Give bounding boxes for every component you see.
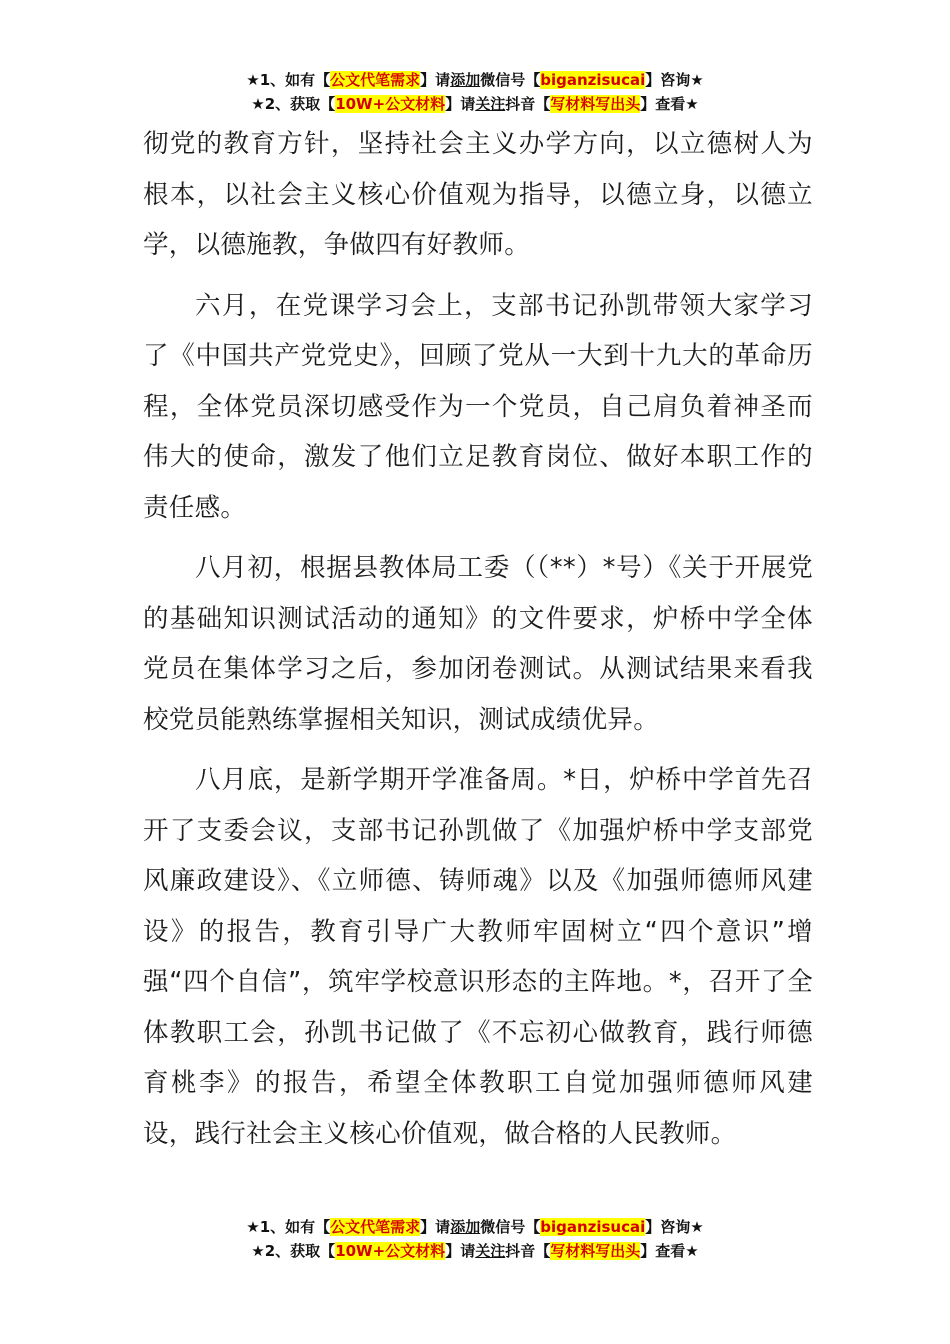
footer-line-2-middle-2: 抖音【 — [505, 1242, 551, 1260]
header-line-2-suffix: 】查看★ — [640, 95, 699, 113]
footer-line-1 — [0, 1215, 950, 1239]
footer-line-2-highlight-account: 写材料写出头 — [550, 1242, 641, 1260]
footer-line-2-middle: 】请 — [445, 1242, 476, 1260]
header-line-1-highlight-wechat-id: biganzisucai — [540, 71, 646, 89]
header-line-1-highlight-service: 公文代笔需求 — [330, 71, 421, 89]
header-line-1-prefix: ★1、如有【 — [246, 71, 331, 89]
header-line-1-suffix: 】咨询★ — [645, 71, 704, 89]
paragraph-2: 六月，在党课学习会上，支部书记孙凯带领大家学习了《中国共产党党史》，回顾了党从一大到十九大的革命历程，全体党员深切感受作为一个党员，自己肩负着神圣而伟大的使命，激发了他们立足教育岗位、做好本职工作的责任感。 — [143, 290, 813, 523]
paragraph-3: 八月初，根据县教体局工委（（**）*号）《关于开展党的基础知识测试活动的通知》的文件要求，炉桥中学全体党员在集体学习之后，参加闭卷测试。从测试结果来看我校党员能熟练掌握相关知识，测试成绩优异。 — [143, 553, 813, 735]
footer-line-1-middle-2: 微信号【 — [480, 1218, 541, 1236]
header-line-1 — [0, 68, 950, 92]
footer-banner — [0, 1215, 950, 1263]
footer-line-1-highlight-service: 公文代笔需求 — [330, 1218, 421, 1236]
header-line-1-emphasis: 添加 — [450, 71, 481, 89]
header-banner — [0, 68, 950, 116]
paragraph-4: 八月底，是新学期开学准备周。*日，炉桥中学首先召开了支委会议，支部书记孙凯做了《加强炉桥中学支部党风廉政建设》、《立师德、铸师魂》以及《加强师德师风建设》的报告，教育引导广大教师牢固树立“四个意识”增强“四个自信”，筑牢学校意识形态的主阵地。*，召开了全体教职工会，孙凯书记做了《不忘初心做教育，践行师德育桃李》的报告，希望全体教职工自觉加强师德师风建设，践行社会主义核心价值观，做合格的人民教师。 — [143, 765, 813, 1149]
header-line-2-highlight-account: 写材料写出头 — [550, 95, 641, 113]
header-line-2-prefix: ★2、获取【 — [251, 95, 336, 113]
header-line-2 — [0, 92, 950, 116]
footer-line-1-middle: 】请 — [420, 1218, 451, 1236]
footer-line-2-highlight-materials: 10W+公文材料 — [335, 1242, 446, 1260]
header-line-2-middle-2: 抖音【 — [505, 95, 551, 113]
footer-line-2-prefix: ★2、获取【 — [251, 1242, 336, 1260]
header-line-2-middle: 】请 — [445, 95, 476, 113]
footer-line-2-suffix: 】查看★ — [640, 1242, 699, 1260]
footer-line-2 — [0, 1239, 950, 1263]
footer-line-2-emphasis: 关注 — [475, 1242, 506, 1260]
footer-line-1-highlight-wechat-id: biganzisucai — [540, 1218, 646, 1236]
header-line-2-highlight-materials: 10W+公文材料 — [335, 95, 446, 113]
paragraph-1: 彻党的教育方针，坚持社会主义办学方向，以立德树人为根本，以社会主义核心价值观为指导，以德立身，以德立学，以德施教，争做四有好教师。 — [143, 129, 813, 260]
footer-line-1-emphasis: 添加 — [450, 1218, 481, 1236]
document-body — [143, 119, 813, 1169]
footer-line-1-suffix: 】咨询★ — [645, 1218, 704, 1236]
header-line-2-emphasis: 关注 — [475, 95, 506, 113]
header-line-1-middle: 】请 — [420, 71, 451, 89]
header-line-1-middle-2: 微信号【 — [480, 71, 541, 89]
footer-line-1-prefix: ★1、如有【 — [246, 1218, 331, 1236]
